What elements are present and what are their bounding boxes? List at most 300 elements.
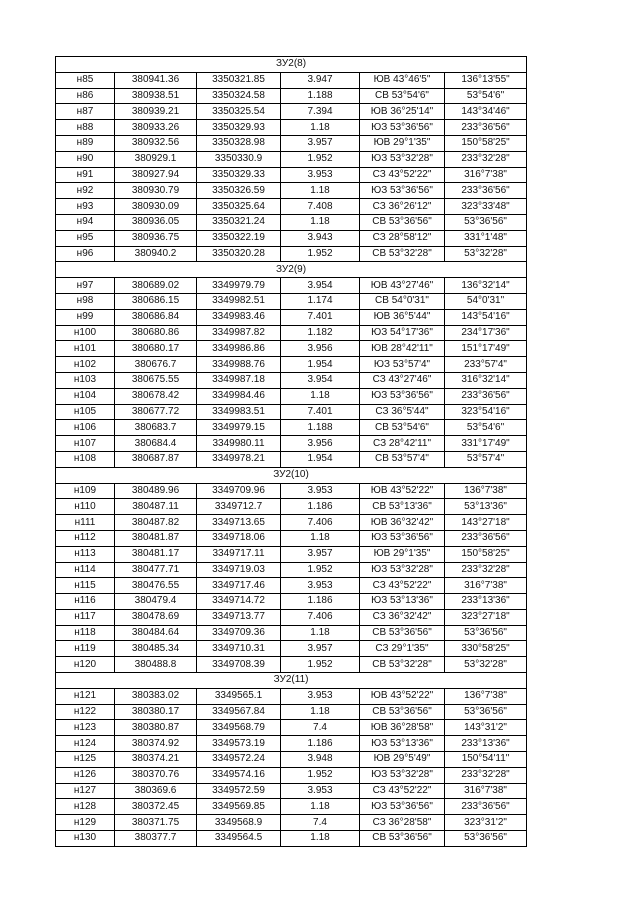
point-id-cell: н109 bbox=[56, 483, 115, 499]
y-coordinate-cell: 3350325.54 bbox=[197, 104, 281, 120]
table-row bbox=[56, 720, 527, 736]
coordinates-table-body bbox=[56, 57, 527, 847]
point-id-cell: н123 bbox=[56, 720, 115, 736]
table-row bbox=[56, 214, 527, 230]
azimuth-cell: 150°58'25" bbox=[445, 135, 527, 151]
x-coordinate-cell: 380680.17 bbox=[115, 341, 197, 357]
table-row bbox=[56, 641, 527, 657]
x-coordinate-cell: 380686.15 bbox=[115, 293, 197, 309]
rhumb-cell: ЮЗ 53°32'28" bbox=[360, 151, 445, 167]
y-coordinate-cell: 3349713.65 bbox=[197, 515, 281, 531]
x-coordinate-cell: 380371.75 bbox=[115, 815, 197, 831]
y-coordinate-cell: 3349708.39 bbox=[197, 657, 281, 673]
x-coordinate-cell: 380487.82 bbox=[115, 515, 197, 531]
rhumb-cell: ЮВ 29°5'49" bbox=[360, 752, 445, 768]
point-id-cell: н122 bbox=[56, 704, 115, 720]
distance-cell: 1.952 bbox=[281, 246, 360, 262]
azimuth-cell: 233°13'36" bbox=[445, 594, 527, 610]
azimuth-cell: 54°0'31" bbox=[445, 293, 527, 309]
distance-cell: 1.18 bbox=[281, 530, 360, 546]
azimuth-cell: 151°17'49" bbox=[445, 341, 527, 357]
azimuth-cell: 136°7'38" bbox=[445, 688, 527, 704]
point-id-cell: н88 bbox=[56, 120, 115, 136]
distance-cell: 1.186 bbox=[281, 499, 360, 515]
distance-cell: 7.4 bbox=[281, 720, 360, 736]
table-row bbox=[56, 309, 527, 325]
azimuth-cell: 53°36'56" bbox=[445, 704, 527, 720]
x-coordinate-cell: 380487.11 bbox=[115, 499, 197, 515]
y-coordinate-cell: 3349712.7 bbox=[197, 499, 281, 515]
table-row bbox=[56, 199, 527, 215]
distance-cell: 1.18 bbox=[281, 183, 360, 199]
y-coordinate-cell: 3349568.79 bbox=[197, 720, 281, 736]
distance-cell: 7.406 bbox=[281, 609, 360, 625]
distance-cell: 3.948 bbox=[281, 752, 360, 768]
rhumb-cell: СВ 54°0'31" bbox=[360, 293, 445, 309]
rhumb-cell: ЮЗ 53°36'56" bbox=[360, 183, 445, 199]
distance-cell: 1.188 bbox=[281, 88, 360, 104]
azimuth-cell: 143°31'2" bbox=[445, 720, 527, 736]
x-coordinate-cell: 380684.4 bbox=[115, 436, 197, 452]
rhumb-cell: СЗ 43°27'46" bbox=[360, 372, 445, 388]
azimuth-cell: 150°58'25" bbox=[445, 546, 527, 562]
azimuth-cell: 233°36'56" bbox=[445, 183, 527, 199]
x-coordinate-cell: 380374.92 bbox=[115, 736, 197, 752]
y-coordinate-cell: 3349567.84 bbox=[197, 704, 281, 720]
y-coordinate-cell: 3350330.9 bbox=[197, 151, 281, 167]
y-coordinate-cell: 3350321.85 bbox=[197, 72, 281, 88]
rhumb-cell: СВ 53°32'28" bbox=[360, 657, 445, 673]
distance-cell: 7.401 bbox=[281, 309, 360, 325]
point-id-cell: н97 bbox=[56, 278, 115, 294]
x-coordinate-cell: 380687.87 bbox=[115, 451, 197, 467]
table-row bbox=[56, 404, 527, 420]
azimuth-cell: 323°27'18" bbox=[445, 609, 527, 625]
x-coordinate-cell: 380383.02 bbox=[115, 688, 197, 704]
azimuth-cell: 331°1'48" bbox=[445, 230, 527, 246]
distance-cell: 3.953 bbox=[281, 578, 360, 594]
x-coordinate-cell: 380476.55 bbox=[115, 578, 197, 594]
distance-cell: 1.954 bbox=[281, 451, 360, 467]
azimuth-cell: 150°54'11" bbox=[445, 752, 527, 768]
table-row bbox=[56, 278, 527, 294]
y-coordinate-cell: 3350329.93 bbox=[197, 120, 281, 136]
rhumb-cell: ЮВ 43°27'46" bbox=[360, 278, 445, 294]
rhumb-cell: СВ 53°57'4" bbox=[360, 451, 445, 467]
rhumb-cell: СВ 53°54'6" bbox=[360, 88, 445, 104]
table-row bbox=[56, 657, 527, 673]
point-id-cell: н121 bbox=[56, 688, 115, 704]
distance-cell: 3.953 bbox=[281, 483, 360, 499]
azimuth-cell: 53°54'6" bbox=[445, 88, 527, 104]
distance-cell: 1.186 bbox=[281, 594, 360, 610]
x-coordinate-cell: 380488.8 bbox=[115, 657, 197, 673]
rhumb-cell: СВ 53°54'6" bbox=[360, 420, 445, 436]
y-coordinate-cell: 3350324.58 bbox=[197, 88, 281, 104]
rhumb-cell: ЮВ 28°42'11" bbox=[360, 341, 445, 357]
table-row bbox=[56, 230, 527, 246]
table-row bbox=[56, 151, 527, 167]
azimuth-cell: 143°27'18" bbox=[445, 515, 527, 531]
table-row bbox=[56, 578, 527, 594]
point-id-cell: н106 bbox=[56, 420, 115, 436]
rhumb-cell: ЮВ 43°52'22" bbox=[360, 688, 445, 704]
distance-cell: 3.953 bbox=[281, 783, 360, 799]
azimuth-cell: 323°33'48" bbox=[445, 199, 527, 215]
table-row bbox=[56, 594, 527, 610]
table-row bbox=[56, 515, 527, 531]
point-id-cell: н130 bbox=[56, 831, 115, 847]
table-row bbox=[56, 704, 527, 720]
azimuth-cell: 53°13'36" bbox=[445, 499, 527, 515]
y-coordinate-cell: 3350328.98 bbox=[197, 135, 281, 151]
point-id-cell: н87 bbox=[56, 104, 115, 120]
table-row bbox=[56, 72, 527, 88]
y-coordinate-cell: 3349979.15 bbox=[197, 420, 281, 436]
azimuth-cell: 53°32'28" bbox=[445, 246, 527, 262]
x-coordinate-cell: 380478.69 bbox=[115, 609, 197, 625]
y-coordinate-cell: 3349987.82 bbox=[197, 325, 281, 341]
point-id-cell: н95 bbox=[56, 230, 115, 246]
table-row bbox=[56, 499, 527, 515]
table-row bbox=[56, 799, 527, 815]
table-row bbox=[56, 120, 527, 136]
rhumb-cell: СЗ 43°52'22" bbox=[360, 167, 445, 183]
table-row bbox=[56, 388, 527, 404]
azimuth-cell: 143°54'16" bbox=[445, 309, 527, 325]
y-coordinate-cell: 3349710.31 bbox=[197, 641, 281, 657]
x-coordinate-cell: 380686.84 bbox=[115, 309, 197, 325]
point-id-cell: н93 bbox=[56, 199, 115, 215]
y-coordinate-cell: 3349572.59 bbox=[197, 783, 281, 799]
coordinates-table bbox=[55, 56, 527, 847]
x-coordinate-cell: 380380.87 bbox=[115, 720, 197, 736]
x-coordinate-cell: 380481.17 bbox=[115, 546, 197, 562]
distance-cell: 3.947 bbox=[281, 72, 360, 88]
distance-cell: 1.952 bbox=[281, 562, 360, 578]
y-coordinate-cell: 3349987.18 bbox=[197, 372, 281, 388]
y-coordinate-cell: 3350322.19 bbox=[197, 230, 281, 246]
y-coordinate-cell: 3350326.59 bbox=[197, 183, 281, 199]
distance-cell: 1.186 bbox=[281, 736, 360, 752]
section-title: ЗУ2(8) bbox=[56, 57, 527, 73]
rhumb-cell: СЗ 28°58'12" bbox=[360, 230, 445, 246]
table-row bbox=[56, 815, 527, 831]
coordinates-sheet bbox=[55, 56, 526, 847]
point-id-cell: н90 bbox=[56, 151, 115, 167]
distance-cell: 3.953 bbox=[281, 688, 360, 704]
rhumb-cell: ЮВ 43°52'22" bbox=[360, 483, 445, 499]
x-coordinate-cell: 380678.42 bbox=[115, 388, 197, 404]
y-coordinate-cell: 3349572.24 bbox=[197, 752, 281, 768]
y-coordinate-cell: 3349564.5 bbox=[197, 831, 281, 847]
rhumb-cell: СВ 53°36'56" bbox=[360, 625, 445, 641]
y-coordinate-cell: 3349713.77 bbox=[197, 609, 281, 625]
table-row bbox=[56, 530, 527, 546]
distance-cell: 1.18 bbox=[281, 831, 360, 847]
point-id-cell: н125 bbox=[56, 752, 115, 768]
azimuth-cell: 53°57'4" bbox=[445, 451, 527, 467]
x-coordinate-cell: 380680.86 bbox=[115, 325, 197, 341]
distance-cell: 3.953 bbox=[281, 167, 360, 183]
point-id-cell: н108 bbox=[56, 451, 115, 467]
rhumb-cell: ЮВ 29°1'35" bbox=[360, 135, 445, 151]
azimuth-cell: 316°7'38" bbox=[445, 578, 527, 594]
table-row bbox=[56, 609, 527, 625]
point-id-cell: н103 bbox=[56, 372, 115, 388]
point-id-cell: н96 bbox=[56, 246, 115, 262]
azimuth-cell: 323°54'16" bbox=[445, 404, 527, 420]
azimuth-cell: 233°36'56" bbox=[445, 530, 527, 546]
y-coordinate-cell: 3350321.24 bbox=[197, 214, 281, 230]
azimuth-cell: 136°7'38" bbox=[445, 483, 527, 499]
rhumb-cell: ЮЗ 53°32'28" bbox=[360, 562, 445, 578]
point-id-cell: н91 bbox=[56, 167, 115, 183]
table-row bbox=[56, 135, 527, 151]
section-title: ЗУ2(11) bbox=[56, 673, 527, 689]
point-id-cell: н112 bbox=[56, 530, 115, 546]
rhumb-cell: ЮЗ 53°36'56" bbox=[360, 388, 445, 404]
rhumb-cell: СЗ 36°26'12" bbox=[360, 199, 445, 215]
y-coordinate-cell: 3349717.46 bbox=[197, 578, 281, 594]
azimuth-cell: 53°32'28" bbox=[445, 657, 527, 673]
point-id-cell: н115 bbox=[56, 578, 115, 594]
distance-cell: 7.394 bbox=[281, 104, 360, 120]
rhumb-cell: ЮВ 43°46'5" bbox=[360, 72, 445, 88]
table-row bbox=[56, 736, 527, 752]
rhumb-cell: ЮВ 36°5'44" bbox=[360, 309, 445, 325]
rhumb-cell: СЗ 36°32'42" bbox=[360, 609, 445, 625]
point-id-cell: н102 bbox=[56, 357, 115, 373]
azimuth-cell: 53°36'56" bbox=[445, 214, 527, 230]
section-header-row bbox=[56, 673, 527, 689]
y-coordinate-cell: 3349718.06 bbox=[197, 530, 281, 546]
point-id-cell: н86 bbox=[56, 88, 115, 104]
azimuth-cell: 323°31'2" bbox=[445, 815, 527, 831]
y-coordinate-cell: 3349569.85 bbox=[197, 799, 281, 815]
azimuth-cell: 53°36'56" bbox=[445, 831, 527, 847]
azimuth-cell: 233°13'36" bbox=[445, 736, 527, 752]
x-coordinate-cell: 380377.7 bbox=[115, 831, 197, 847]
distance-cell: 7.406 bbox=[281, 515, 360, 531]
point-id-cell: н114 bbox=[56, 562, 115, 578]
azimuth-cell: 316°32'14" bbox=[445, 372, 527, 388]
distance-cell: 1.174 bbox=[281, 293, 360, 309]
x-coordinate-cell: 380372.45 bbox=[115, 799, 197, 815]
point-id-cell: н128 bbox=[56, 799, 115, 815]
y-coordinate-cell: 3349984.46 bbox=[197, 388, 281, 404]
azimuth-cell: 233°32'28" bbox=[445, 562, 527, 578]
distance-cell: 3.954 bbox=[281, 372, 360, 388]
distance-cell: 7.408 bbox=[281, 199, 360, 215]
table-row bbox=[56, 831, 527, 847]
table-row bbox=[56, 546, 527, 562]
y-coordinate-cell: 3349573.19 bbox=[197, 736, 281, 752]
section-header-row bbox=[56, 467, 527, 483]
table-row bbox=[56, 436, 527, 452]
rhumb-cell: ЮЗ 53°13'36" bbox=[360, 736, 445, 752]
rhumb-cell: СЗ 29°1'35" bbox=[360, 641, 445, 657]
distance-cell: 1.18 bbox=[281, 704, 360, 720]
table-row bbox=[56, 767, 527, 783]
table-row bbox=[56, 357, 527, 373]
point-id-cell: н126 bbox=[56, 767, 115, 783]
distance-cell: 3.957 bbox=[281, 546, 360, 562]
x-coordinate-cell: 380941.36 bbox=[115, 72, 197, 88]
rhumb-cell: СЗ 36°28'58" bbox=[360, 815, 445, 831]
table-row bbox=[56, 293, 527, 309]
x-coordinate-cell: 380479.4 bbox=[115, 594, 197, 610]
azimuth-cell: 136°13'55" bbox=[445, 72, 527, 88]
rhumb-cell: ЮЗ 53°36'56" bbox=[360, 799, 445, 815]
x-coordinate-cell: 380930.09 bbox=[115, 199, 197, 215]
point-id-cell: н127 bbox=[56, 783, 115, 799]
point-id-cell: н107 bbox=[56, 436, 115, 452]
point-id-cell: н104 bbox=[56, 388, 115, 404]
x-coordinate-cell: 380484.64 bbox=[115, 625, 197, 641]
rhumb-cell: СЗ 28°42'11" bbox=[360, 436, 445, 452]
x-coordinate-cell: 380929.1 bbox=[115, 151, 197, 167]
x-coordinate-cell: 380677.72 bbox=[115, 404, 197, 420]
y-coordinate-cell: 3349714.72 bbox=[197, 594, 281, 610]
x-coordinate-cell: 380689.02 bbox=[115, 278, 197, 294]
x-coordinate-cell: 380936.05 bbox=[115, 214, 197, 230]
point-id-cell: н99 bbox=[56, 309, 115, 325]
table-row bbox=[56, 325, 527, 341]
rhumb-cell: СЗ 43°52'22" bbox=[360, 578, 445, 594]
distance-cell: 1.952 bbox=[281, 657, 360, 673]
x-coordinate-cell: 380927.94 bbox=[115, 167, 197, 183]
azimuth-cell: 53°36'56" bbox=[445, 625, 527, 641]
table-row bbox=[56, 88, 527, 104]
distance-cell: 3.954 bbox=[281, 278, 360, 294]
rhumb-cell: СВ 53°36'56" bbox=[360, 831, 445, 847]
rhumb-cell: СЗ 43°52'22" bbox=[360, 783, 445, 799]
y-coordinate-cell: 3349574.16 bbox=[197, 767, 281, 783]
distance-cell: 1.18 bbox=[281, 214, 360, 230]
table-row bbox=[56, 688, 527, 704]
x-coordinate-cell: 380485.34 bbox=[115, 641, 197, 657]
point-id-cell: н118 bbox=[56, 625, 115, 641]
rhumb-cell: ЮВ 36°32'42" bbox=[360, 515, 445, 531]
distance-cell: 1.18 bbox=[281, 625, 360, 641]
y-coordinate-cell: 3349980.11 bbox=[197, 436, 281, 452]
distance-cell: 3.957 bbox=[281, 641, 360, 657]
x-coordinate-cell: 380481.87 bbox=[115, 530, 197, 546]
x-coordinate-cell: 380380.17 bbox=[115, 704, 197, 720]
point-id-cell: н89 bbox=[56, 135, 115, 151]
x-coordinate-cell: 380936.75 bbox=[115, 230, 197, 246]
rhumb-cell: ЮЗ 53°32'28" bbox=[360, 767, 445, 783]
rhumb-cell: ЮЗ 53°13'36" bbox=[360, 594, 445, 610]
distance-cell: 1.18 bbox=[281, 799, 360, 815]
y-coordinate-cell: 3349709.36 bbox=[197, 625, 281, 641]
section-header-row bbox=[56, 57, 527, 73]
x-coordinate-cell: 380370.76 bbox=[115, 767, 197, 783]
point-id-cell: н116 bbox=[56, 594, 115, 610]
table-row bbox=[56, 183, 527, 199]
x-coordinate-cell: 380933.26 bbox=[115, 120, 197, 136]
point-id-cell: н110 bbox=[56, 499, 115, 515]
rhumb-cell: ЮЗ 53°57'4" bbox=[360, 357, 445, 373]
azimuth-cell: 233°32'28" bbox=[445, 767, 527, 783]
distance-cell: 3.956 bbox=[281, 341, 360, 357]
x-coordinate-cell: 380477.71 bbox=[115, 562, 197, 578]
azimuth-cell: 233°57'4" bbox=[445, 357, 527, 373]
point-id-cell: н111 bbox=[56, 515, 115, 531]
azimuth-cell: 53°54'6" bbox=[445, 420, 527, 436]
distance-cell: 7.401 bbox=[281, 404, 360, 420]
section-title: ЗУ2(9) bbox=[56, 262, 527, 278]
x-coordinate-cell: 380369.6 bbox=[115, 783, 197, 799]
point-id-cell: н124 bbox=[56, 736, 115, 752]
rhumb-cell: СВ 53°13'36" bbox=[360, 499, 445, 515]
x-coordinate-cell: 380489.96 bbox=[115, 483, 197, 499]
table-row bbox=[56, 341, 527, 357]
table-row bbox=[56, 625, 527, 641]
section-title: ЗУ2(10) bbox=[56, 467, 527, 483]
point-id-cell: н94 bbox=[56, 214, 115, 230]
y-coordinate-cell: 3349988.76 bbox=[197, 357, 281, 373]
rhumb-cell: ЮЗ 53°36'56" bbox=[360, 530, 445, 546]
x-coordinate-cell: 380932.56 bbox=[115, 135, 197, 151]
point-id-cell: н120 bbox=[56, 657, 115, 673]
x-coordinate-cell: 380930.79 bbox=[115, 183, 197, 199]
x-coordinate-cell: 380939.21 bbox=[115, 104, 197, 120]
point-id-cell: н98 bbox=[56, 293, 115, 309]
distance-cell: 1.954 bbox=[281, 357, 360, 373]
azimuth-cell: 234°17'36" bbox=[445, 325, 527, 341]
x-coordinate-cell: 380675.55 bbox=[115, 372, 197, 388]
section-header-row bbox=[56, 262, 527, 278]
azimuth-cell: 143°34'46" bbox=[445, 104, 527, 120]
point-id-cell: н101 bbox=[56, 341, 115, 357]
azimuth-cell: 233°32'28" bbox=[445, 151, 527, 167]
point-id-cell: н92 bbox=[56, 183, 115, 199]
x-coordinate-cell: 380938.51 bbox=[115, 88, 197, 104]
table-row bbox=[56, 420, 527, 436]
distance-cell: 3.956 bbox=[281, 436, 360, 452]
y-coordinate-cell: 3349978.21 bbox=[197, 451, 281, 467]
y-coordinate-cell: 3349982.51 bbox=[197, 293, 281, 309]
y-coordinate-cell: 3349983.46 bbox=[197, 309, 281, 325]
x-coordinate-cell: 380676.7 bbox=[115, 357, 197, 373]
x-coordinate-cell: 380940.2 bbox=[115, 246, 197, 262]
rhumb-cell: СВ 53°32'28" bbox=[360, 246, 445, 262]
table-row bbox=[56, 451, 527, 467]
point-id-cell: н113 bbox=[56, 546, 115, 562]
rhumb-cell: ЮВ 36°25'14" bbox=[360, 104, 445, 120]
distance-cell: 1.182 bbox=[281, 325, 360, 341]
y-coordinate-cell: 3349717.11 bbox=[197, 546, 281, 562]
rhumb-cell: ЮЗ 53°36'56" bbox=[360, 120, 445, 136]
y-coordinate-cell: 3349719.03 bbox=[197, 562, 281, 578]
table-row bbox=[56, 483, 527, 499]
y-coordinate-cell: 3349565.1 bbox=[197, 688, 281, 704]
azimuth-cell: 233°36'56" bbox=[445, 799, 527, 815]
x-coordinate-cell: 380683.7 bbox=[115, 420, 197, 436]
y-coordinate-cell: 3350320.28 bbox=[197, 246, 281, 262]
azimuth-cell: 330°58'25" bbox=[445, 641, 527, 657]
azimuth-cell: 233°36'56" bbox=[445, 120, 527, 136]
azimuth-cell: 316°7'38" bbox=[445, 783, 527, 799]
azimuth-cell: 331°17'49" bbox=[445, 436, 527, 452]
rhumb-cell: ЮВ 36°28'58" bbox=[360, 720, 445, 736]
distance-cell: 1.188 bbox=[281, 420, 360, 436]
point-id-cell: н85 bbox=[56, 72, 115, 88]
table-row bbox=[56, 246, 527, 262]
distance-cell: 3.943 bbox=[281, 230, 360, 246]
